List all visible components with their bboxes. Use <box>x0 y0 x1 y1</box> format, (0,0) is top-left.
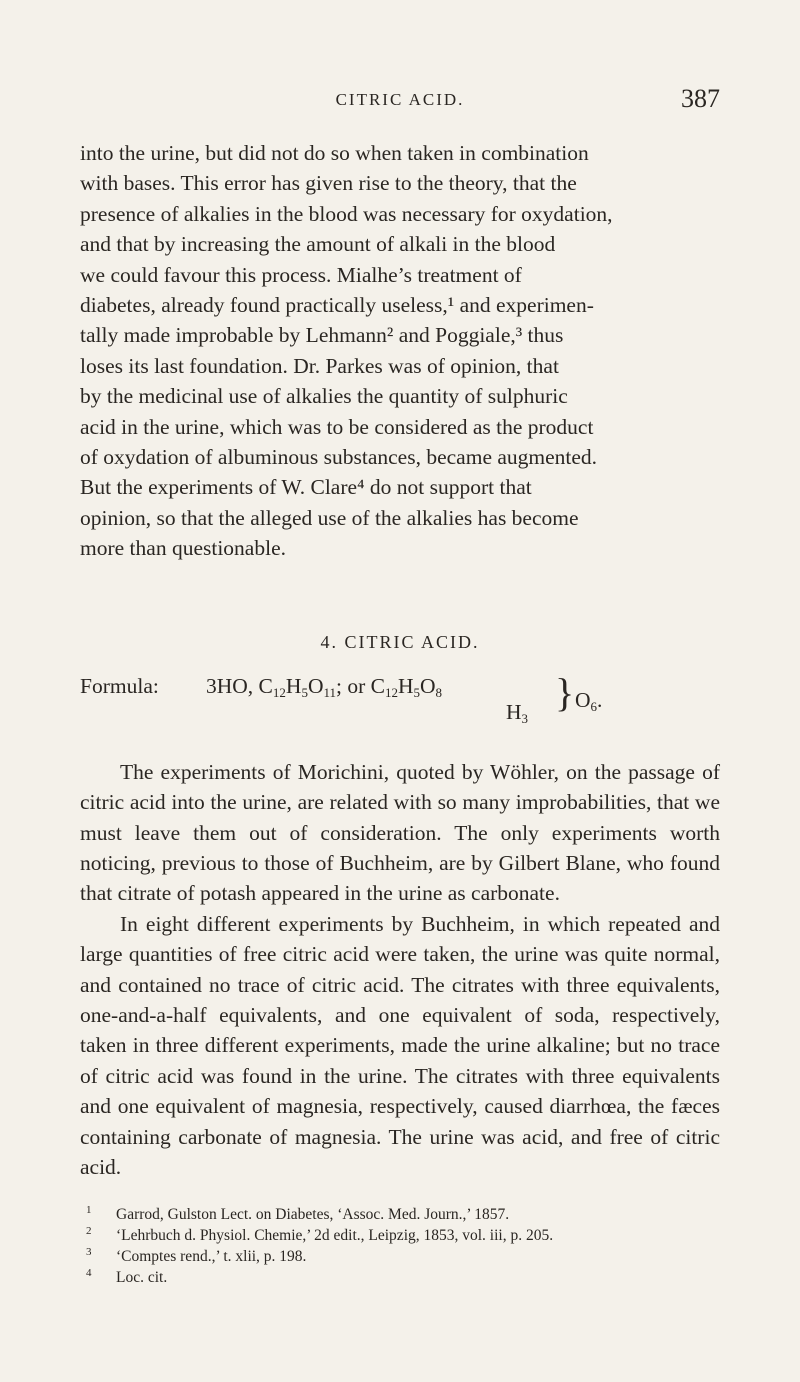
formula-first: 3HO, $C_{12}H_5O_{11}$; or $C_{12}H_5O_8$ <box>206 673 443 700</box>
text-line: and that by increasing the amount of alkali in the blood <box>80 232 556 257</box>
text-line: into the urine, but did not do so when taken in combination <box>80 141 589 165</box>
formula-brace: } <box>555 669 575 715</box>
text-line: we could favour this process. Mialhe’s treatment of <box>80 262 522 287</box>
formula-h3: $H_3$ <box>506 699 529 726</box>
running-title: CITRIC ACID. <box>335 90 465 109</box>
text-line: opinion, so that the alleged use of the alkalies has become <box>80 505 579 530</box>
section-heading: 4. CITRIC ACID. <box>320 631 480 652</box>
text-line: loses its last foundation. Dr. Parkes was of opinion, that <box>80 353 559 378</box>
page-number: 387 <box>681 84 720 113</box>
text-line: But the experiments of W. Clare⁴ do not support that <box>80 475 532 500</box>
text-line: with bases. This error has given rise to the theory, that the <box>80 171 577 196</box>
chemical-formula <box>80 671 720 731</box>
text-line: more than questionable. <box>80 536 286 561</box>
text-line: acid in the urine, which was to be considered as the product <box>80 414 594 439</box>
footnote: 4 Loc. cit. <box>86 1267 168 1287</box>
text-line: tally made improbable by Lehmann² and Poggiale,³ thus <box>80 323 564 348</box>
running-head <box>80 84 720 118</box>
text-line: diabetes, already found practically useless,¹ and experimen- <box>80 293 594 318</box>
paragraph-buchheim: In eight different experiments by Buchheim, in which repeated and large quantities of free citric acid were taken, the urine was quite normal, and contained no trace of citric acid. The citrates with three equivalents, one-and-a-half equivalents, and one equivalent of soda, respectively, taken in three different experiments, made the urine alkaline; but no trace of citric acid was found in the urine. The citrates with three equivalents and one equivalent of magnesia, respectively, caused diarrhœa, the fæces containing carbonate of magnesia. The urine was acid, and free of citric acid. <box>80 911 720 1179</box>
text-line: of oxydation of albuminous substances, became augmented. <box>80 445 598 470</box>
paragraph-morichini: The experiments of Morichini, quoted by Wöhler, on the passage of citric acid into the urine, are related with so many improbabilities, that we must leave them out of consideration. The only experiments worth noticing, previous to those of Buchheim, are by Gilbert Blane, who found that citrate of potash appeared in the urine as carbonate. <box>80 759 720 906</box>
paragraph-alkalies <box>80 138 720 564</box>
footnote: 1 Garrod, Gulston Lect. on Diabetes, ‘Assoc. Med. Journ.,’ 1857. <box>86 1204 510 1224</box>
formula-oxygen: $O_6$. <box>575 687 603 714</box>
footnotes <box>80 1204 720 1288</box>
text-line: by the medicinal use of alkalies the quantity of sulphuric <box>80 384 568 409</box>
page-body <box>80 138 720 1288</box>
footnote: 3 ‘Comptes rend.,’ t. xlii, p. 198. <box>86 1246 307 1266</box>
footnote: 2 ‘Lehrbuch d. Physiol. Chemie,’ 2d edit., Leipzig, 1853, vol. iii, p. 205. <box>86 1225 554 1245</box>
formula-label: Formula: <box>80 673 159 698</box>
text-line: presence of alkalies in the blood was necessary for oxydation, <box>80 201 613 226</box>
